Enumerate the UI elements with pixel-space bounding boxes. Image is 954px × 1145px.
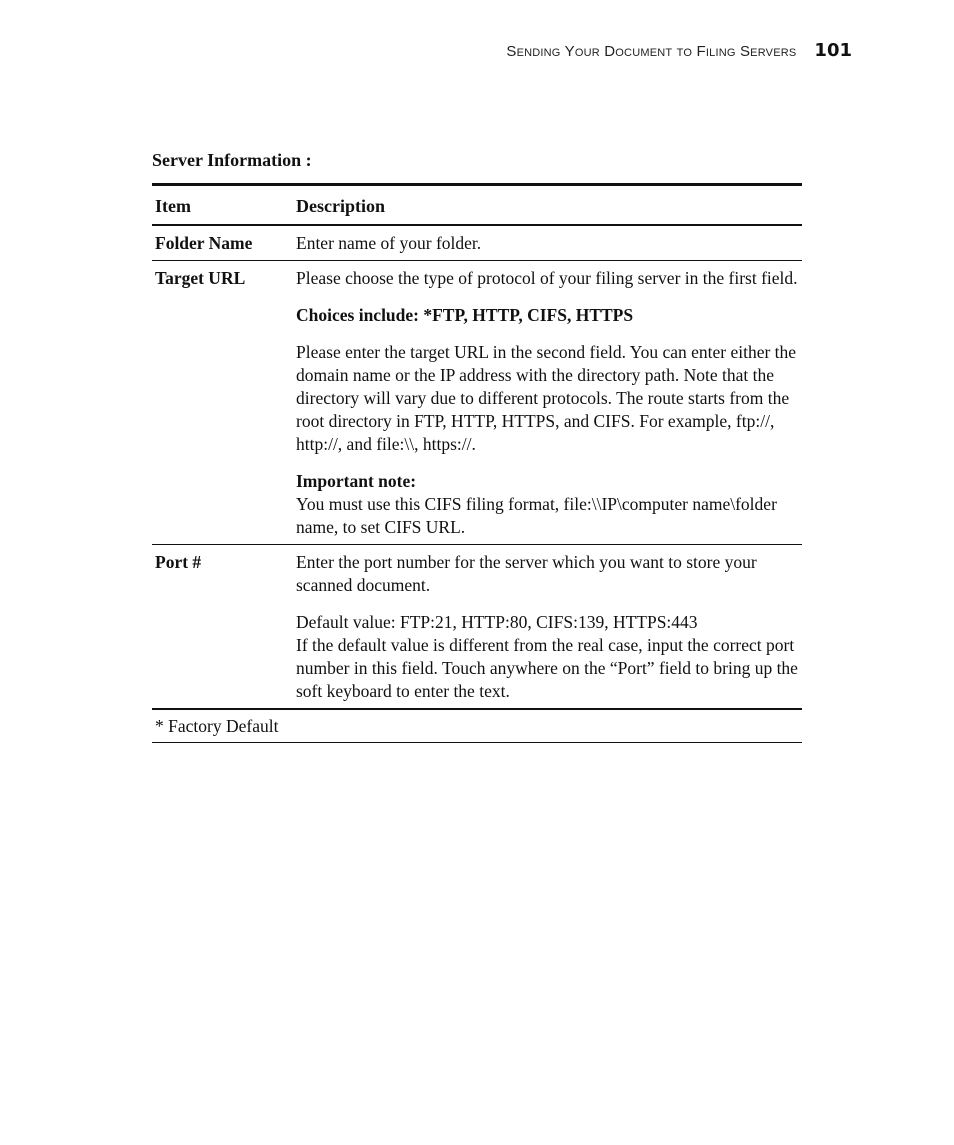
column-header-item: Item — [155, 196, 191, 216]
chapter-title: Sending Your Document to Filing Servers — [506, 43, 797, 60]
description-text: Enter name of your folder. — [296, 233, 482, 253]
important-note — [296, 470, 802, 539]
description-target-url — [293, 261, 802, 545]
table-footnote-row — [152, 709, 802, 743]
description-text: Please enter the target URL in the second field. You can enter either the domain name or the IP address with the directory path. Note that the directory will vary due to different protocols. The route starts from the root directory in FTP, HTTP, HTTPS, and CIFS. For example, ftp://, http://, and file:\\, https://. — [296, 342, 797, 454]
protocol-choices: Choices include: *FTP, HTTP, CIFS, HTTPS — [296, 305, 634, 325]
description-text: Enter the port number for the server which you want to store your scanned document. — [296, 552, 757, 595]
description-text: Please choose the type of protocol of your filing server in the first field. — [296, 268, 798, 288]
table-header — [152, 185, 802, 226]
table-row-target-url — [152, 261, 802, 545]
server-information-table — [152, 183, 802, 743]
item-port: Port # — [155, 552, 202, 572]
item-folder-name: Folder Name — [155, 233, 253, 253]
table-row-folder-name — [152, 225, 802, 261]
item-target-url: Target URL — [155, 268, 246, 288]
running-header — [506, 40, 852, 61]
table-header-row — [152, 185, 802, 226]
description-port — [293, 545, 802, 710]
table-row-port — [152, 545, 802, 710]
page-number: 101 — [814, 40, 852, 61]
default-value-text: Default value: FTP:21, HTTP:80, CIFS:139, HTTPS:443 — [296, 612, 698, 632]
default-value-note: If the default value is different from the real case, input the correct port number in this field. Touch anywhere on the “Port” field to bring up the soft keyboard to enter the text. — [296, 635, 798, 701]
description-folder-name — [293, 225, 802, 261]
default-values — [296, 611, 802, 703]
table-footnote: * Factory Default — [152, 709, 802, 743]
column-header-description: Description — [296, 196, 385, 216]
important-note-label: Important note: — [296, 471, 417, 491]
section-title: Server Information : — [152, 150, 312, 170]
important-note-text: You must use this CIFS filing format, file:\\IP\computer name\folder name, to set CIFS URL. — [296, 494, 777, 537]
